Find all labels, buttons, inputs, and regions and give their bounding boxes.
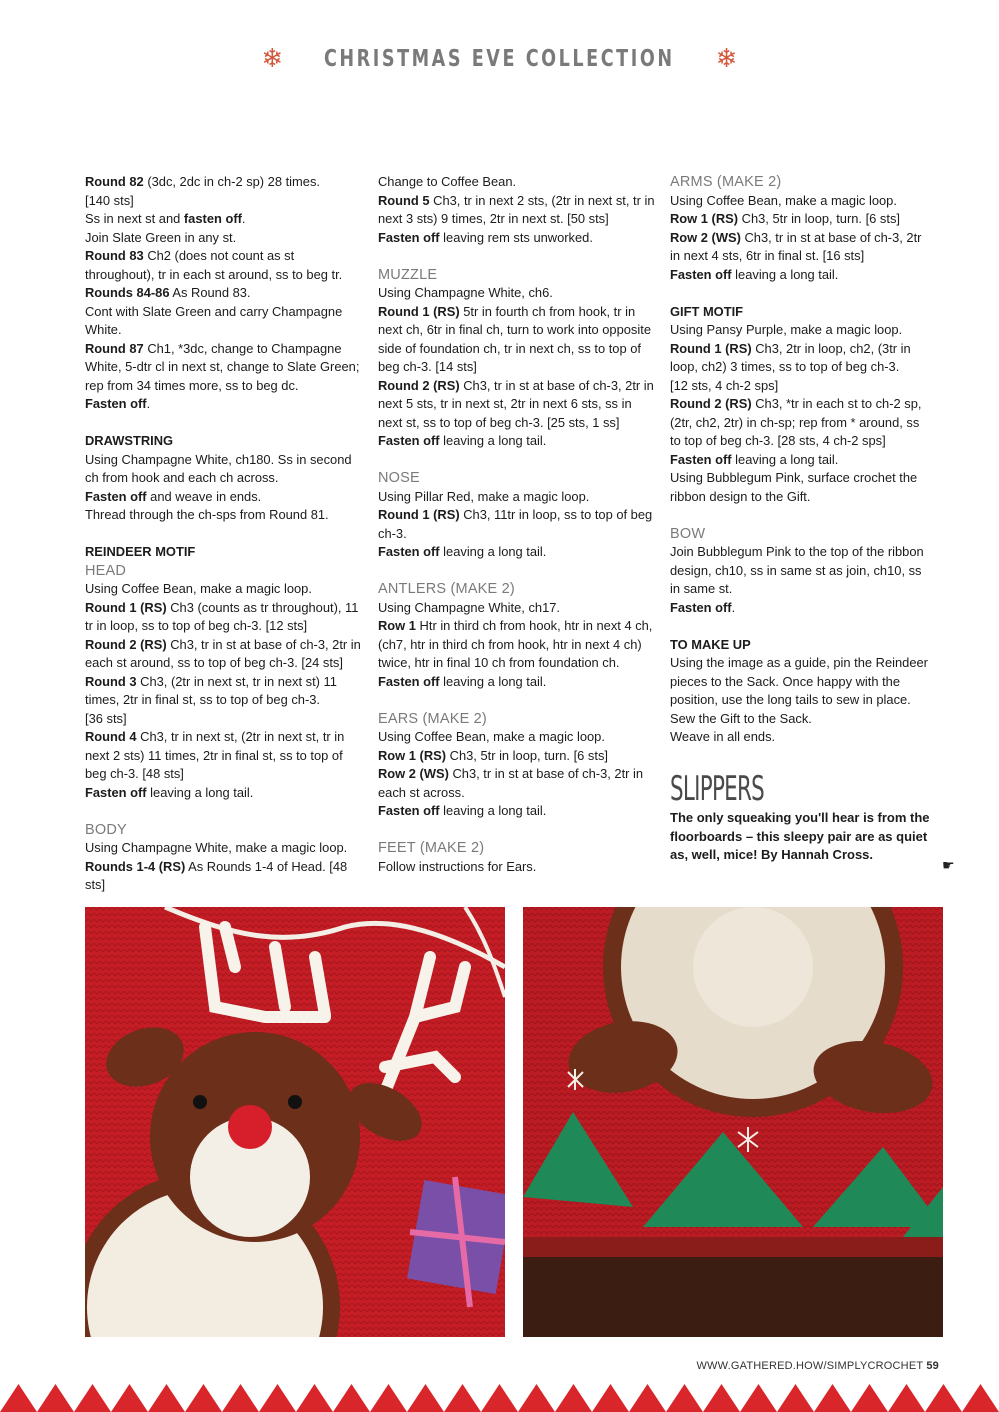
gift-round-1-count: [12 sts, 4 ch-2 sps]: [670, 377, 779, 393]
change-colour-line: Change to Coffee Bean.: [378, 174, 517, 189]
bow-fasten-off: Fasten off.: [670, 599, 736, 615]
gift-round-2: Round 2 (RS) Ch3, *tr in each st to ch-2 sp, (2tr, ch2, 2tr) in ch-sp; rep from * around, ss to top of beg ch-3. [28 sts, 4 ch-2 sps]: [670, 396, 922, 448]
head-round-3: Round 3 Ch3, (2tr in next st, tr in next st) 11 times, 2tr in final st, ss to top of beg ch-3.: [85, 673, 337, 707]
head-round-4: Round 4 Ch3, tr in next st, (2tr in next st, tr in next 2 sts) 11 times, 2tr in final st, ss to top of beg ch-3. [48 sts]: [85, 729, 345, 781]
snowflake-icon: ❄: [261, 44, 284, 74]
round-5: Round 5 Ch3, tr in next 2 sts, (2tr in next st, tr in next 3 sts) 9 times, 2tr in next st. [50 sts]: [378, 192, 655, 226]
bow-step: Join Bubblegum Pink to the top of the ribbon design, ch10, ss in same st as join, ch10, ss in same st.: [670, 544, 924, 596]
arms-fasten-off: Fasten off leaving a long tail.: [670, 266, 839, 282]
make-up-heading: TO MAKE UP: [670, 636, 751, 652]
head-fasten-off: Fasten off leaving a long tail.: [85, 784, 254, 800]
page-footer: [696, 1360, 939, 1372]
nose-step: Using Pillar Red, make a magic loop.: [378, 488, 590, 504]
zigzag-border: [0, 1384, 999, 1412]
antlers-row-1: Row 1 Htr in third ch from hook, htr in next 4 ch, (ch7, htr in third ch from hook, htr in next 4 ch) twice, htr in final 10 ch from foundation ch.: [378, 618, 653, 670]
arms-row-1: Row 1 (RS) Ch3, 5tr in loop, turn. [6 sts]: [670, 211, 900, 226]
page-number: 59: [926, 1360, 939, 1372]
antlers-fasten-off: Fasten off leaving a long tail.: [378, 673, 547, 689]
gift-fasten-off: Fasten off leaving a long tail.: [670, 451, 839, 467]
column-left: [85, 173, 363, 895]
drawstring-step: Using Champagne White, ch180. Ss in second ch from hook and each ch across.: [85, 451, 352, 485]
bow-subheading: BOW: [670, 525, 706, 542]
footer-url: WWW.GATHERED.HOW/SIMPLYCROCHET: [696, 1360, 924, 1372]
ears-row-1: Row 1 (RS) Ch3, 5tr in loop, turn. [6 sts]: [378, 747, 608, 763]
continue-line: Cont with Slate Green and carry Champagne White.: [85, 303, 343, 337]
ears-subheading: EARS (MAKE 2): [378, 710, 487, 727]
round-5-fasten-off: Fasten off leaving rem sts unworked.: [378, 229, 593, 245]
christmas-trees-illustration: [523, 907, 943, 1337]
gift-motif-heading: GIFT MOTIF: [670, 303, 744, 319]
join-line: Join Slate Green in any st.: [85, 229, 237, 245]
round-87: Round 87 Ch1, *3dc, change to Champagne White, 5-dtr cl in next st, change to Slate Green; rep from 34 times more, ss to beg dc.: [85, 340, 360, 393]
arms-row-2: Row 2 (WS) Ch3, tr in st at base of ch-3, 2tr in next 4 sts, 6tr in final st. [16 sts]: [670, 229, 922, 263]
rounds-84-86: Rounds 84-86 As Round 83.: [85, 285, 251, 300]
nose-round-1: Round 1 (RS) Ch3, 11tr in loop, ss to top of beg ch-3.: [378, 507, 653, 541]
nose-fasten-off: Fasten off leaving a long tail.: [378, 544, 547, 559]
column-right: [670, 173, 932, 865]
column-middle: [378, 173, 656, 876]
body-subheading: BODY: [85, 821, 127, 838]
nose-subheading: NOSE: [378, 470, 420, 486]
page-header: [0, 46, 999, 72]
round-83: Round 83 Ch2 (does not count as st throughout), tr in each st around, ss to beg tr.: [85, 248, 343, 282]
body-rounds: Rounds 1-4 (RS) As Rounds 1-4 of Head. [48 sts]: [85, 858, 348, 892]
collection-title: CHRISTMAS EVE COLLECTION: [324, 46, 675, 72]
muzzle-subheading: MUZZLE: [378, 266, 438, 283]
head-subheading: HEAD: [85, 562, 127, 579]
ears-row-2: Row 2 (WS) Ch3, tr in st at base of ch-3, 2tr in each st across.: [378, 766, 644, 800]
christmas-trees-photo: [523, 907, 943, 1337]
head-round-3-count: [36 sts]: [85, 710, 127, 726]
antlers-subheading: ANTLERS (MAKE 2): [378, 581, 515, 597]
drawstring-fasten-off: Fasten off and weave in ends.: [85, 488, 262, 504]
slippers-description: The only squeaking you'll hear is from the floorboards – this sleepy pair are as quiet as, well, mice! By Hannah Cross.: [670, 810, 930, 862]
drawstring-heading: DRAWSTRING: [85, 433, 174, 448]
head-round-1: Round 1 (RS) Ch3 (counts as tr throughout), 11 tr in loop, ss to top of beg ch-3. [12 sts]: [85, 599, 359, 633]
feet-step: Follow instructions for Ears.: [378, 858, 537, 874]
ears-fasten-off: Fasten off leaving a long tail.: [378, 803, 547, 818]
head-round-2: Round 2 (RS) Ch3, tr in st at base of ch-3, 2tr in each st around, ss to top of beg ch-3. [24 sts]: [85, 636, 361, 670]
muzzle-round-2: Round 2 (RS) Ch3, tr in st at base of ch-3, 2tr in next 5 sts, tr in next st, 2tr in next 6 sts, ss in next st, ss to top of beg ch-3. [25 sts, 1 ss]: [378, 377, 654, 430]
ears-step: Using Coffee Bean, make a magic loop.: [378, 729, 605, 744]
round-82-count: [140 sts]: [85, 192, 134, 208]
reindeer-sack-illustration: [85, 907, 505, 1337]
snowflake-icon: ❄: [715, 44, 738, 74]
arms-step: Using Coffee Bean, make a magic loop.: [670, 192, 897, 208]
antlers-step: Using Champagne White, ch17.: [378, 599, 560, 615]
muzzle-fasten-off: Fasten off leaving a long tail.: [378, 433, 547, 448]
drawstring-thread: Thread through the ch-sps from Round 81.: [85, 507, 329, 522]
muzzle-step: Using Champagne White, ch6.: [378, 285, 553, 300]
pointing-hand-icon: ☛: [942, 858, 955, 874]
muzzle-round-1: Round 1 (RS) 5tr in fourth ch from hook, tr in next ch, 6tr in final ch, turn to work into opposite side of foundation ch, tr in next ch, ss to top of beg ch-3. [14 sts]: [378, 303, 651, 374]
slip-stitch-line: Ss in next st and fasten off.: [85, 211, 246, 226]
fasten-off-line: Fasten off.: [85, 396, 151, 411]
reindeer-motif-heading: REINDEER MOTIF: [85, 544, 196, 559]
head-step: Using Coffee Bean, make a magic loop.: [85, 581, 312, 596]
arms-subheading: ARMS (MAKE 2): [670, 174, 782, 190]
make-up-step-1: Using the image as a guide, pin the Reindeer pieces to the Sack. Once happy with the position, use the long tails to sew in place.: [670, 655, 928, 707]
gift-step: Using Pansy Purple, make a magic loop.: [670, 322, 903, 337]
feet-subheading: FEET (MAKE 2): [378, 840, 485, 856]
make-up-step-3: Weave in all ends.: [670, 729, 776, 744]
reindeer-sack-photo: [85, 907, 505, 1337]
gift-ribbon-step: Using Bubblegum Pink, surface crochet the ribbon design to the Gift.: [670, 470, 918, 504]
body-step: Using Champagne White, make a magic loop.: [85, 840, 348, 855]
round-82: Round 82 (3dc, 2dc in ch-2 sp) 28 times.: [85, 174, 320, 189]
slippers-title: SLIPPERS: [670, 769, 765, 809]
gift-round-1: Round 1 (RS) Ch3, 2tr in loop, ch2, (3tr in loop, ch2) 3 times, ss to top of beg ch-3.: [670, 340, 911, 374]
make-up-step-2: Sew the Gift to the Sack.: [670, 710, 812, 726]
